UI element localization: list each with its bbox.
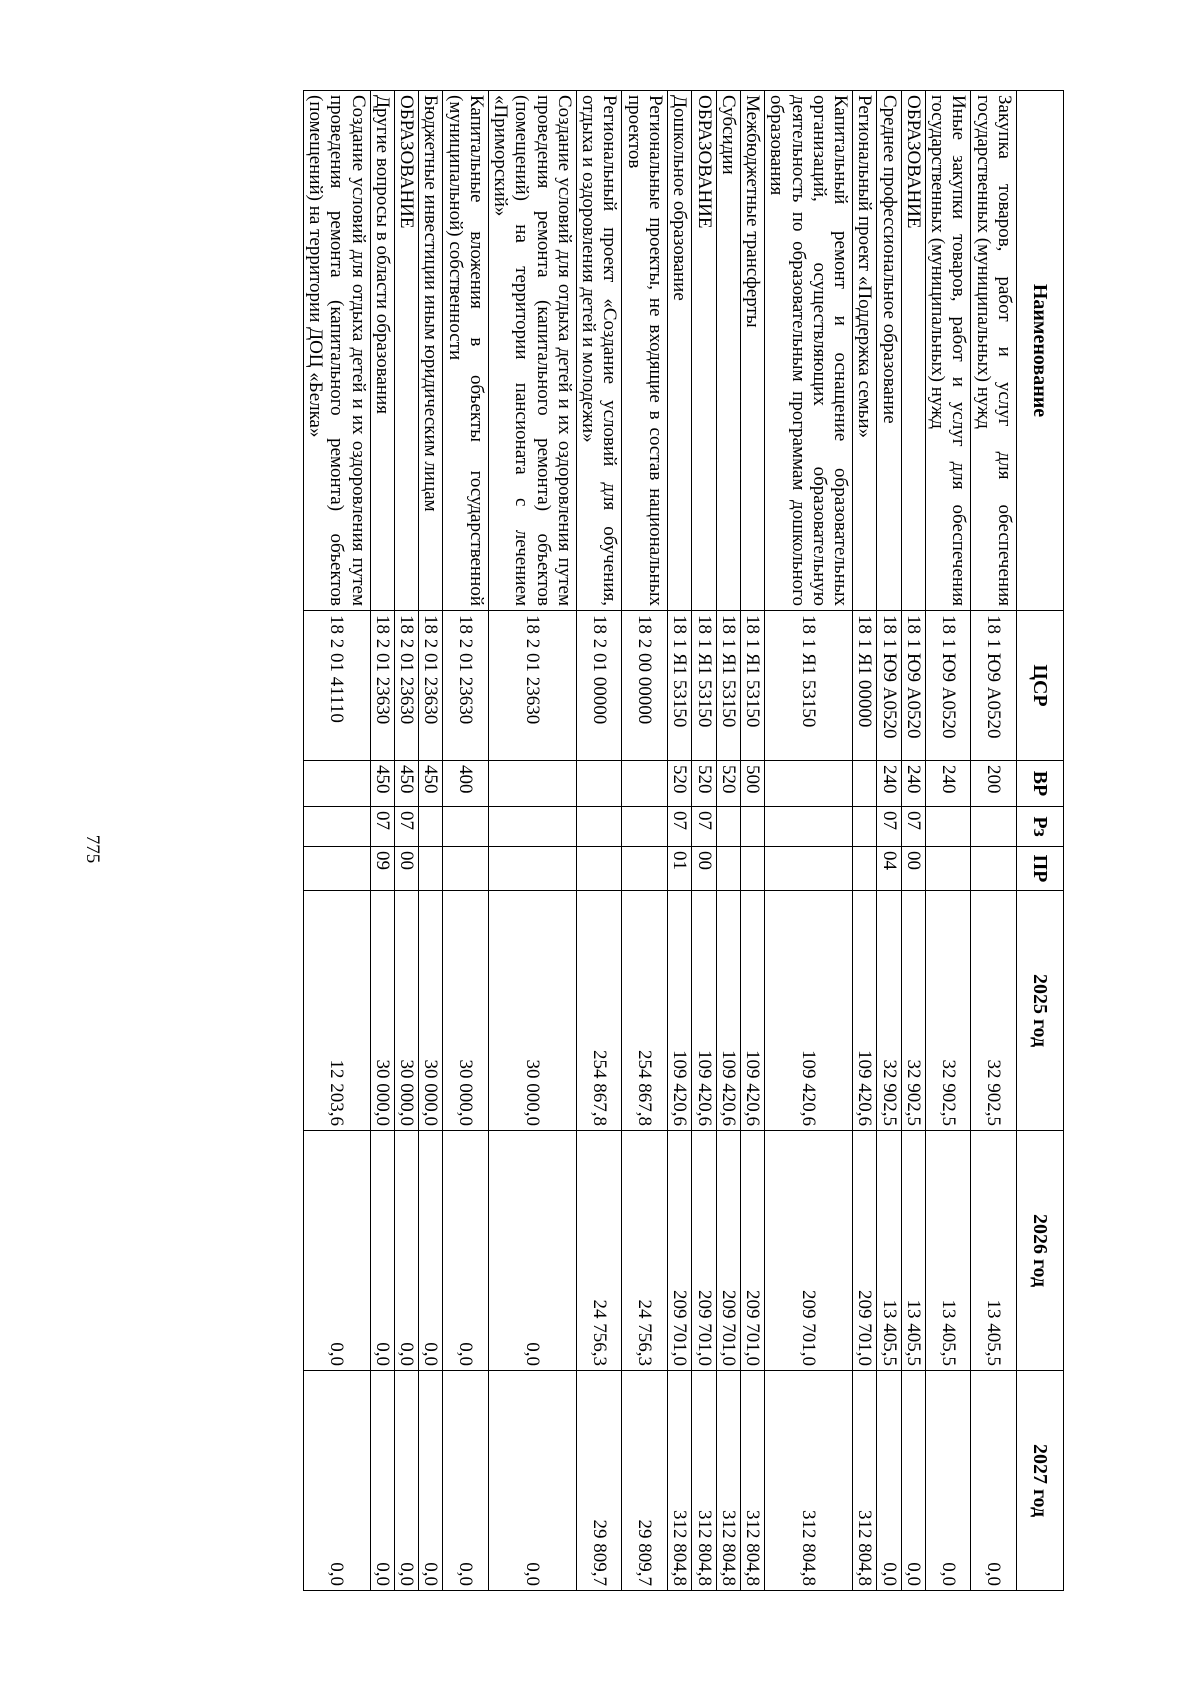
cell-rz: 07: [370, 807, 394, 847]
cell-csr: 18 1 Я1 53150: [765, 611, 853, 761]
cell-csr: 18 2 01 23630: [443, 611, 489, 761]
table-header-row: [1017, 91, 1064, 1591]
table-row: [443, 91, 489, 1591]
cell-2027: 0,0: [488, 1371, 576, 1591]
cell-rz: 07: [394, 807, 418, 847]
cell-2025: 32 902,5: [971, 891, 1017, 1131]
cell-csr: 18 2 01 41110: [303, 611, 370, 761]
cell-name: Капитальные вложения в объекты государственной (муниципальной) собственности: [443, 91, 489, 611]
cell-2025: 30 000,0: [370, 891, 394, 1131]
table-row: [971, 91, 1017, 1591]
cell-pr: [765, 847, 853, 891]
cell-2026: 24 756,3: [576, 1131, 622, 1371]
cell-name: Другие вопросы в области образования: [370, 91, 394, 611]
cell-rz: 07: [877, 807, 901, 847]
cell-csr: 18 1 Я1 53150: [692, 611, 716, 761]
cell-name: Бюджетные инвестиции иным юридическим лицам: [419, 91, 443, 611]
cell-vr: 520: [668, 761, 692, 807]
header-rz: Рз: [1017, 807, 1064, 847]
cell-pr: [925, 847, 971, 891]
cell-vr: 240: [901, 761, 925, 807]
cell-vr: 520: [692, 761, 716, 807]
cell-2026: 13 405,5: [901, 1131, 925, 1371]
cell-rz: [971, 807, 1017, 847]
table-row: [668, 91, 692, 1591]
header-2025: 2025 год: [1017, 891, 1064, 1131]
table-row: [394, 91, 418, 1591]
cell-rz: [622, 807, 668, 847]
header-pr: ПР: [1017, 847, 1064, 891]
cell-2025: 32 902,5: [925, 891, 971, 1131]
cell-name: ОБРАЗОВАНИЕ: [692, 91, 716, 611]
cell-csr: 18 1 Ю9 А0520: [925, 611, 971, 761]
cell-2026: 209 701,0: [765, 1131, 853, 1371]
cell-2027: 0,0: [303, 1371, 370, 1591]
cell-2025: 109 420,6: [765, 891, 853, 1131]
cell-name: Межбюджетные трансферты: [740, 91, 764, 611]
cell-2027: 312 804,8: [853, 1371, 877, 1591]
cell-2025: 30 000,0: [488, 891, 576, 1131]
cell-pr: [303, 847, 370, 891]
cell-csr: 18 1 Я1 53150: [716, 611, 740, 761]
cell-csr: 18 1 Я1 00000: [853, 611, 877, 761]
cell-pr: 00: [692, 847, 716, 891]
cell-rz: 07: [692, 807, 716, 847]
cell-name: Региональные проекты, не входящие в состав национальных проектов: [622, 91, 668, 611]
cell-rz: [488, 807, 576, 847]
cell-name: Дошкольное образование: [668, 91, 692, 611]
cell-csr: 18 2 01 00000: [576, 611, 622, 761]
cell-name: Субсидии: [716, 91, 740, 611]
cell-vr: 500: [740, 761, 764, 807]
cell-name: Капитальный ремонт и оснащение образовательных организаций, осуществляющих образовательную деятельность по образовательным программам дошкольного образования: [765, 91, 853, 611]
cell-2027: 29 809,7: [622, 1371, 668, 1591]
cell-2026: 209 701,0: [853, 1131, 877, 1371]
header-vr: ВР: [1017, 761, 1064, 807]
cell-pr: [971, 847, 1017, 891]
cell-csr: 18 2 01 23630: [370, 611, 394, 761]
cell-2025: 30 000,0: [419, 891, 443, 1131]
table-row: [901, 91, 925, 1591]
cell-name: ОБРАЗОВАНИЕ: [901, 91, 925, 611]
cell-pr: [853, 847, 877, 891]
cell-2027: 312 804,8: [668, 1371, 692, 1591]
cell-vr: 450: [370, 761, 394, 807]
cell-2026: 0,0: [370, 1131, 394, 1371]
cell-2026: 24 756,3: [622, 1131, 668, 1371]
cell-2025: 109 420,6: [668, 891, 692, 1131]
cell-pr: 01: [668, 847, 692, 891]
table-row: [576, 91, 622, 1591]
cell-2027: 0,0: [971, 1371, 1017, 1591]
cell-2026: 0,0: [488, 1131, 576, 1371]
table-row: [925, 91, 971, 1591]
header-name: Наименование: [1017, 91, 1064, 611]
cell-2027: 0,0: [443, 1371, 489, 1591]
cell-pr: [740, 847, 764, 891]
cell-vr: [303, 761, 370, 807]
cell-pr: [716, 847, 740, 891]
cell-csr: 18 2 01 23630: [394, 611, 418, 761]
cell-2026: 209 701,0: [740, 1131, 764, 1371]
cell-rz: 07: [668, 807, 692, 847]
cell-2026: 0,0: [303, 1131, 370, 1371]
cell-2025: 109 420,6: [716, 891, 740, 1131]
cell-2027: 0,0: [901, 1371, 925, 1591]
table-row: [740, 91, 764, 1591]
cell-rz: [303, 807, 370, 847]
cell-vr: [765, 761, 853, 807]
cell-pr: [443, 847, 489, 891]
cell-2026: 0,0: [443, 1131, 489, 1371]
cell-vr: 400: [443, 761, 489, 807]
cell-pr: 00: [901, 847, 925, 891]
cell-csr: 18 1 Я1 53150: [668, 611, 692, 761]
cell-2025: 30 000,0: [443, 891, 489, 1131]
cell-name: Закупка товаров, работ и услуг для обеспечения государственных (муниципальных) нужд: [971, 91, 1017, 611]
cell-pr: [419, 847, 443, 891]
cell-vr: 450: [394, 761, 418, 807]
cell-2027: 0,0: [419, 1371, 443, 1591]
cell-2026: 0,0: [394, 1131, 418, 1371]
cell-2027: 0,0: [925, 1371, 971, 1591]
table-row: [877, 91, 901, 1591]
cell-rz: [765, 807, 853, 847]
cell-rz: [576, 807, 622, 847]
cell-pr: [488, 847, 576, 891]
header-csr: ЦСР: [1017, 611, 1064, 761]
cell-vr: [622, 761, 668, 807]
header-2027: 2027 год: [1017, 1371, 1064, 1591]
table-row: [853, 91, 877, 1591]
cell-name: Создание условий для отдыха детей и их оздоровления путем проведения ремонта (капитального ремонта) объектов (помещений) на территории ДОЦ «Белка»: [303, 91, 370, 611]
cell-2025: 254 867,8: [576, 891, 622, 1131]
cell-name: Иные закупки товаров, работ и услуг для обеспечения государственных (муниципальных) нужд: [925, 91, 971, 611]
cell-2025: 32 902,5: [901, 891, 925, 1131]
cell-vr: 240: [925, 761, 971, 807]
cell-2025: 109 420,6: [740, 891, 764, 1131]
table-row: [716, 91, 740, 1591]
cell-2026: 13 405,5: [877, 1131, 901, 1371]
cell-2027: 0,0: [394, 1371, 418, 1591]
cell-vr: [488, 761, 576, 807]
cell-2025: 109 420,6: [853, 891, 877, 1131]
cell-2026: 13 405,5: [925, 1131, 971, 1371]
cell-2026: 13 405,5: [971, 1131, 1017, 1371]
cell-name: ОБРАЗОВАНИЕ: [394, 91, 418, 611]
cell-2027: 312 804,8: [692, 1371, 716, 1591]
cell-rz: [925, 807, 971, 847]
cell-vr: [853, 761, 877, 807]
cell-csr: 18 1 Я1 53150: [740, 611, 764, 761]
cell-2027: 312 804,8: [716, 1371, 740, 1591]
cell-2025: 30 000,0: [394, 891, 418, 1131]
header-2026: 2026 год: [1017, 1131, 1064, 1371]
page-number: 775: [82, 834, 103, 864]
table-row: [765, 91, 853, 1591]
cell-vr: 520: [716, 761, 740, 807]
cell-csr: 18 1 Ю9 А0520: [971, 611, 1017, 761]
cell-csr: 18 2 01 23630: [488, 611, 576, 761]
cell-name: Региональный проект «Поддержка семьи»: [853, 91, 877, 611]
cell-pr: 09: [370, 847, 394, 891]
table-row: [622, 91, 668, 1591]
cell-2025: 254 867,8: [622, 891, 668, 1131]
cell-pr: 04: [877, 847, 901, 891]
cell-csr: 18 1 Ю9 А0520: [877, 611, 901, 761]
cell-rz: [419, 807, 443, 847]
cell-2027: 312 804,8: [740, 1371, 764, 1591]
cell-2025: 109 420,6: [692, 891, 716, 1131]
budget-table-container: [134, 90, 1064, 1590]
cell-2026: 209 701,0: [716, 1131, 740, 1371]
cell-pr: [622, 847, 668, 891]
cell-csr: 18 2 00 00000: [622, 611, 668, 761]
cell-vr: 240: [877, 761, 901, 807]
cell-2025: 12 203,6: [303, 891, 370, 1131]
cell-2027: 0,0: [370, 1371, 394, 1591]
table-row: [303, 91, 370, 1591]
table-row: [370, 91, 394, 1591]
cell-pr: 00: [394, 847, 418, 891]
cell-rz: [716, 807, 740, 847]
budget-table: [303, 90, 1064, 1591]
table-row: [692, 91, 716, 1591]
cell-rz: 07: [901, 807, 925, 847]
cell-rz: [443, 807, 489, 847]
cell-name: Создание условий для отдыха детей и их оздоровления путем проведения ремонта (капитального ремонта) объектов (помещений) на территории пансионата с лечением «Приморский»: [488, 91, 576, 611]
cell-vr: 200: [971, 761, 1017, 807]
cell-2026: 209 701,0: [668, 1131, 692, 1371]
cell-2026: 209 701,0: [692, 1131, 716, 1371]
cell-2025: 32 902,5: [877, 891, 901, 1131]
cell-vr: [576, 761, 622, 807]
cell-rz: [740, 807, 764, 847]
cell-name: Региональный проект «Создание условий для обучения, отдыха и оздоровления детей и молодежи»: [576, 91, 622, 611]
table-row: [488, 91, 576, 1591]
cell-vr: 450: [419, 761, 443, 807]
cell-csr: 18 2 01 23630: [419, 611, 443, 761]
cell-2027: 312 804,8: [765, 1371, 853, 1591]
cell-pr: [576, 847, 622, 891]
table-row: [419, 91, 443, 1591]
cell-rz: [853, 807, 877, 847]
cell-2027: 29 809,7: [576, 1371, 622, 1591]
cell-2027: 0,0: [877, 1371, 901, 1591]
cell-csr: 18 1 Ю9 А0520: [901, 611, 925, 761]
cell-2026: 0,0: [419, 1131, 443, 1371]
cell-name: Среднее профессиональное образование: [877, 91, 901, 611]
